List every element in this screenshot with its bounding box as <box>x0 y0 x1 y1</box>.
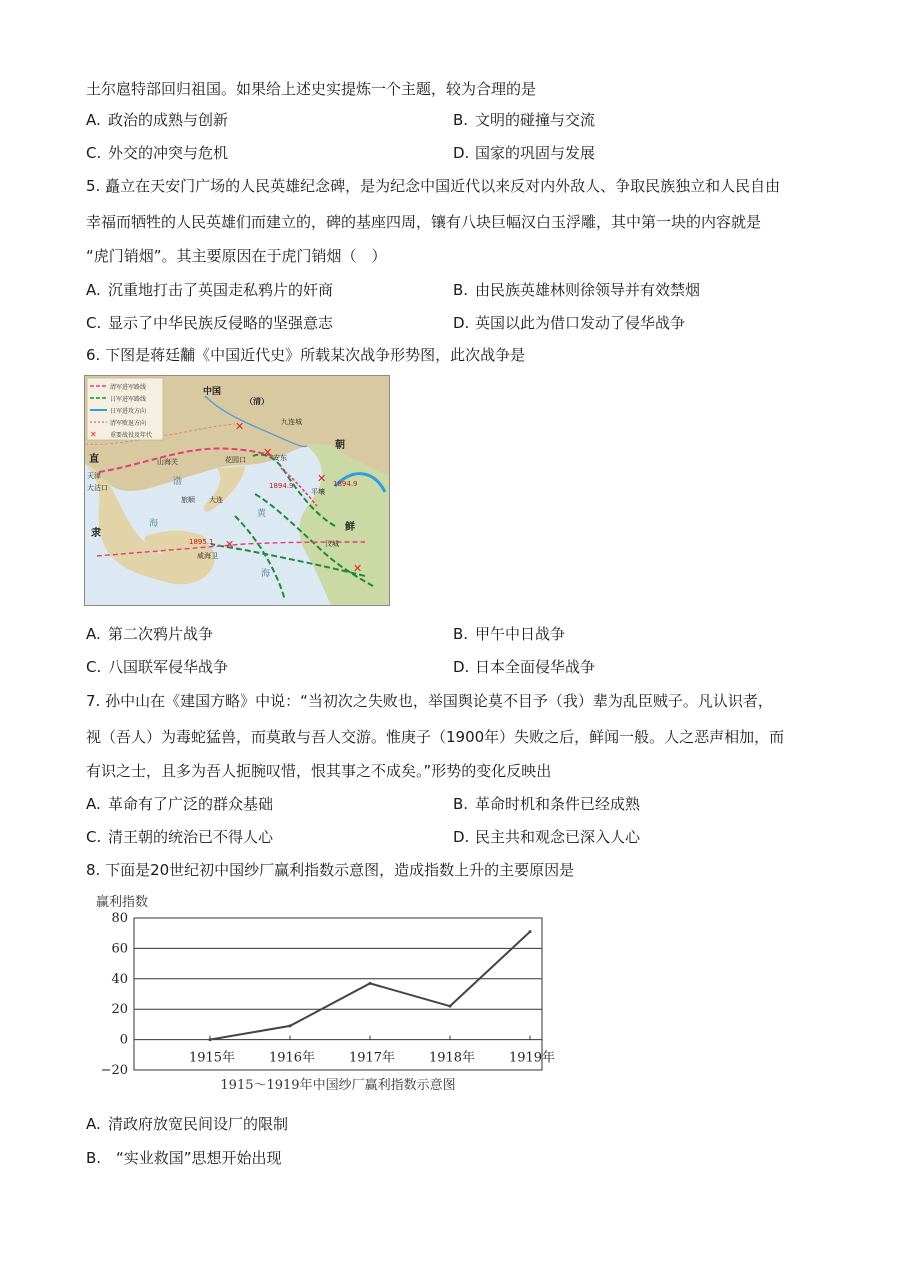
label-date-1: 1894.9 <box>269 482 294 490</box>
q4-option-d[interactable]: D. 国家的巩固与发展 <box>453 144 596 162</box>
q7-option-c[interactable]: C. 清王朝的统治已不得人心 <box>86 828 274 846</box>
chart-title: 1915～1919年中国纱厂赢利指数示意图 <box>220 1078 456 1093</box>
legend-4: 清军败退方向 <box>110 420 147 427</box>
label-date-2: 1894.9 <box>333 480 358 488</box>
label-tianjin: 天津 <box>87 472 101 480</box>
chart-series-line-0 <box>210 932 530 1040</box>
chart-ytick-label-3: 40 <box>111 971 128 987</box>
chart-point-1 <box>289 1024 292 1027</box>
chart-ylabel: 赢利指数 <box>96 895 149 910</box>
q7-stem-line3: 有识之士，且多为吾人扼腕叹惜，恨其事之不成矣。”形势的变化反映出 <box>86 762 552 780</box>
label-china: 中国 <box>203 387 222 397</box>
label-korea-2: 鲜 <box>345 522 355 533</box>
battle-marker-2: ✕ <box>263 446 273 459</box>
q7-stem-line1: 7. 孙中山在《建国方略》中说：“当初次之失败也，举国舆论莫不目予（我）辈为乱臣贼子。凡认识者， <box>86 692 773 710</box>
chart-xtick-label-0: 1915年 <box>188 1050 236 1066</box>
label-huang: 黄 <box>257 509 267 519</box>
battle-marker-3: ✕ <box>317 472 327 485</box>
legend-marker: ✕ <box>90 430 97 439</box>
chart-ytick-label-2: 20 <box>111 1002 128 1018</box>
chart-ytick-label-5: 80 <box>111 911 128 926</box>
q7-option-d[interactable]: D. 民主共和观念已深入人心 <box>453 828 641 846</box>
q6-stem: 6. 下图是蒋廷黼《中国近代史》所载某次战争形势图，此次战争是 <box>86 346 526 364</box>
legend-5: 重要战役及年代 <box>110 432 153 439</box>
chart-xtick-label-1: 1916年 <box>268 1050 316 1066</box>
q4-stem-tail: 土尔扈特部回归祖国。如果给上述史实提炼一个主题，较为合理的是 <box>86 80 537 98</box>
q5-option-d[interactable]: D. 英国以此为借口发动了侵华战争 <box>453 314 686 332</box>
label-andong: 安东 <box>273 454 287 462</box>
q8-option-b[interactable]: B. “实业救国”思想开始出现 <box>86 1149 282 1167</box>
q5-option-c[interactable]: C. 显示了中华民族反侵略的坚强意志 <box>86 314 334 332</box>
chart-point-2 <box>369 982 372 985</box>
label-huayuankou: 花园口 <box>225 456 246 464</box>
war-situation-map <box>84 375 390 606</box>
q6-option-d[interactable]: D. 日本全面侵华战争 <box>453 658 596 676</box>
label-date-3: 1895.1 <box>189 538 214 546</box>
chart-xtick-label-4: 1919年 <box>508 1050 556 1066</box>
label-dalian: 大连 <box>209 496 223 504</box>
chart-ytick-label-4: 60 <box>111 941 128 957</box>
q5-stem-line2: 幸福而牺牲的人民英雄们而建立的，碑的基座四周，镶有八块巨幅汉白玉浮雕，其中第一块的内容就是 <box>86 213 762 231</box>
profit-index-chart <box>86 886 556 1098</box>
q5-option-a[interactable]: A. 沉重地打击了英国走私鸦片的奸商 <box>86 281 334 299</box>
label-korea-1: 朝 <box>335 440 345 451</box>
q7-option-a[interactable]: A. 革命有了广泛的群众基础 <box>86 795 274 813</box>
chart-plot-frame <box>134 918 542 1070</box>
battle-marker-5: ✕ <box>353 562 363 575</box>
q6-option-a[interactable]: A. 第二次鸦片战争 <box>86 625 214 643</box>
q7-option-b[interactable]: B. 革命时机和条件已经成熟 <box>453 795 641 813</box>
map-land-liaodong <box>203 466 245 512</box>
q5-stem-line3: “虎门销烟”。其主要原因在于虎门销烟（ ） <box>86 247 387 265</box>
chart-xtick-label-3: 1918年 <box>428 1050 476 1066</box>
q4-option-c[interactable]: C. 外交的冲突与危机 <box>86 144 229 162</box>
chart-ytick-label-0: −20 <box>100 1063 128 1078</box>
chart-xtick-label-2: 1917年 <box>348 1050 396 1066</box>
chart-point-4 <box>529 930 532 933</box>
label-zhili-1: 直 <box>89 454 99 465</box>
label-jiuliancheng: 九连城 <box>281 418 302 426</box>
q8-option-a[interactable]: A. 清政府放宽民间设厂的限制 <box>86 1115 289 1133</box>
q5-option-b[interactable]: B. 由民族英雄林则徐领导并有效禁烟 <box>453 281 701 299</box>
label-hai-2: 海 <box>261 569 271 579</box>
label-zhili-2: 隶 <box>91 528 101 539</box>
chart-ytick-label-1: 0 <box>119 1032 128 1048</box>
q4-option-a[interactable]: A. 政治的成熟与创新 <box>86 111 229 129</box>
q7-stem-line2: 视（吾人）为毒蛇猛兽，而莫敢与吾人交游。惟庚子（1900年）失败之后，鲜闻一般。人之恶声相加，而 <box>86 728 785 746</box>
label-lushun: 旅顺 <box>181 496 195 504</box>
label-weihaiwei: 威海卫 <box>197 552 218 560</box>
chart-point-0 <box>209 1038 212 1041</box>
label-dagukou: 大沽口 <box>87 484 108 492</box>
q4-option-b[interactable]: B. 文明的碰撞与交流 <box>453 111 596 129</box>
label-pingrang: 平壤 <box>311 488 325 496</box>
legend-1: 清军进军路线 <box>110 384 147 391</box>
q8-stem: 8. 下面是20世纪初中国纱厂赢利指数示意图，造成指数上升的主要原因是 <box>86 861 575 879</box>
label-bo: 渤 <box>173 477 183 487</box>
legend-2: 日军进军路线 <box>110 396 147 403</box>
label-qing: （清） <box>245 397 269 406</box>
q5-stem-line1: 5. 矗立在天安门广场的人民英雄纪念碑，是为纪念中国近代以来反对内外敌人、争取民族独立和人民自由 <box>86 177 781 195</box>
label-shanhaiguan: 山海关 <box>157 458 178 466</box>
battle-marker-1: ✕ <box>235 420 245 433</box>
q6-option-c[interactable]: C. 八国联军侵华战争 <box>86 658 229 676</box>
q6-option-b[interactable]: B. 甲午中日战争 <box>453 625 566 643</box>
chart-point-3 <box>449 1005 452 1008</box>
label-hai-1: 海 <box>149 519 159 529</box>
legend-3: 日军进攻方向 <box>110 408 147 415</box>
battle-marker-4: ✕ <box>225 538 235 551</box>
label-hancheng: 汉城 <box>325 540 339 548</box>
japan-route-4 <box>235 516 285 600</box>
